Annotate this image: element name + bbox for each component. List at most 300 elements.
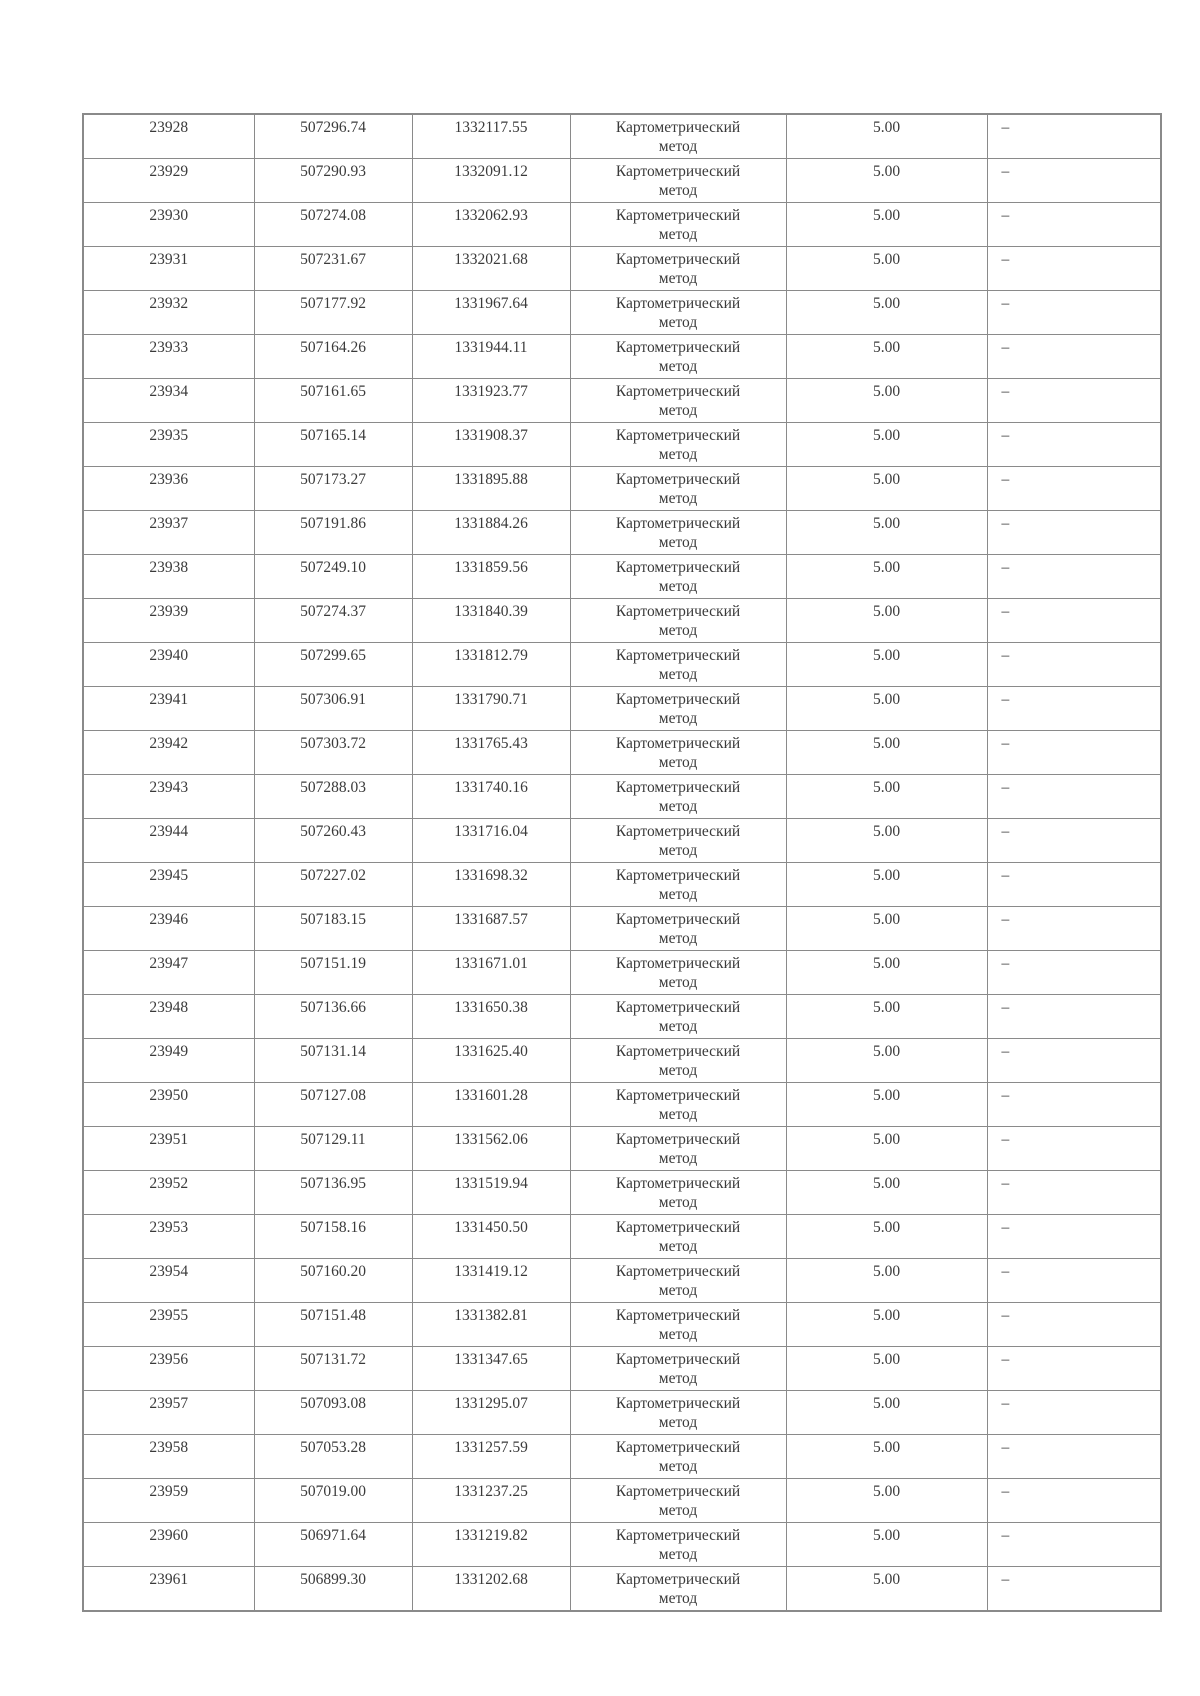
method-line1: Картометрический [615,1131,741,1148]
table-row [83,995,1161,1039]
method-cell [570,247,786,291]
method-line2: метод [658,1326,698,1343]
error-value-cell: 5.00 [786,731,987,775]
point-number-cell: 23941 [83,687,254,731]
dash-cell: – [987,1391,1161,1435]
point-number-cell: 23954 [83,1259,254,1303]
error-value-cell: 5.00 [786,291,987,335]
dash-cell: – [987,1523,1161,1567]
point-number-cell: 23957 [83,1391,254,1435]
table-row [83,819,1161,863]
method-line1: Картометрический [615,955,741,972]
method-line2: метод [658,1062,698,1079]
method-cell [570,114,786,159]
error-value-cell: 5.00 [786,467,987,511]
y-coordinate-cell: 1331601.28 [412,1083,570,1127]
method-line2: метод [658,1546,698,1563]
dash-cell: – [987,1567,1161,1612]
dash-cell: – [987,247,1161,291]
method-line2: метод [658,446,698,463]
method-line2: метод [658,622,698,639]
table-row [83,555,1161,599]
method-cell [570,643,786,687]
method-line2: метод [658,1414,698,1431]
method-line1: Картометрический [615,691,741,708]
error-value-cell: 5.00 [786,1127,987,1171]
dash-cell: – [987,907,1161,951]
x-coordinate-cell: 507129.11 [254,1127,412,1171]
dash-cell: – [987,819,1161,863]
method-line1: Картометрический [615,647,741,664]
x-coordinate-cell: 507183.15 [254,907,412,951]
point-number-cell: 23931 [83,247,254,291]
method-line1: Картометрический [615,911,741,928]
method-line1: Картометрический [615,295,741,312]
method-line2: метод [658,534,698,551]
method-cell [570,1083,786,1127]
y-coordinate-cell: 1331765.43 [412,731,570,775]
dash-cell: – [987,203,1161,247]
table-row [83,291,1161,335]
error-value-cell: 5.00 [786,1171,987,1215]
error-value-cell: 5.00 [786,114,987,159]
table-row [83,1127,1161,1171]
y-coordinate-cell: 1331625.40 [412,1039,570,1083]
table-row [83,1567,1161,1612]
error-value-cell: 5.00 [786,1391,987,1435]
point-number-cell: 23930 [83,203,254,247]
x-coordinate-cell: 507177.92 [254,291,412,335]
table-row [83,731,1161,775]
x-coordinate-cell: 507151.19 [254,951,412,995]
method-line2: метод [658,490,698,507]
method-line1: Картометрический [615,823,741,840]
method-line2: метод [658,578,698,595]
point-number-cell: 23960 [83,1523,254,1567]
dash-cell: – [987,1347,1161,1391]
point-number-cell: 23928 [83,114,254,159]
table-row [83,379,1161,423]
y-coordinate-cell: 1332117.55 [412,114,570,159]
table-row [83,423,1161,467]
x-coordinate-cell: 507160.20 [254,1259,412,1303]
error-value-cell: 5.00 [786,1567,987,1612]
error-value-cell: 5.00 [786,159,987,203]
method-line2: метод [658,270,698,287]
y-coordinate-cell: 1331650.38 [412,995,570,1039]
method-line1: Картометрический [615,999,741,1016]
dash-cell: – [987,599,1161,643]
method-line1: Картометрический [615,251,741,268]
error-value-cell: 5.00 [786,1215,987,1259]
x-coordinate-cell: 507131.72 [254,1347,412,1391]
y-coordinate-cell: 1331202.68 [412,1567,570,1612]
dash-cell: – [987,467,1161,511]
method-line1: Картометрический [615,383,741,400]
error-value-cell: 5.00 [786,1523,987,1567]
method-line2: метод [658,358,698,375]
error-value-cell: 5.00 [786,423,987,467]
method-line2: метод [658,182,698,199]
y-coordinate-cell: 1331237.25 [412,1479,570,1523]
method-line2: метод [658,1106,698,1123]
table-row [83,951,1161,995]
method-cell [570,423,786,467]
method-cell [570,159,786,203]
table-row [83,467,1161,511]
table-row [83,907,1161,951]
point-number-cell: 23937 [83,511,254,555]
method-line1: Картометрический [615,1439,741,1456]
method-line2: метод [658,1282,698,1299]
point-number-cell: 23946 [83,907,254,951]
y-coordinate-cell: 1331944.11 [412,335,570,379]
method-cell [570,599,786,643]
dash-cell: – [987,1259,1161,1303]
y-coordinate-cell: 1332062.93 [412,203,570,247]
x-coordinate-cell: 507136.95 [254,1171,412,1215]
method-cell [570,1303,786,1347]
error-value-cell: 5.00 [786,995,987,1039]
y-coordinate-cell: 1332091.12 [412,159,570,203]
method-line2: метод [658,1458,698,1475]
table-row [83,203,1161,247]
dash-cell: – [987,1435,1161,1479]
table-row [83,775,1161,819]
y-coordinate-cell: 1331698.32 [412,863,570,907]
table-row [83,599,1161,643]
y-coordinate-cell: 1331740.16 [412,775,570,819]
method-cell [570,863,786,907]
y-coordinate-cell: 1331923.77 [412,379,570,423]
error-value-cell: 5.00 [786,335,987,379]
method-line2: метод [658,666,698,683]
y-coordinate-cell: 1331382.81 [412,1303,570,1347]
method-line1: Картометрический [615,1351,741,1368]
x-coordinate-cell: 507019.00 [254,1479,412,1523]
method-line2: метод [658,886,698,903]
method-cell [570,1479,786,1523]
y-coordinate-cell: 1331716.04 [412,819,570,863]
point-number-cell: 23939 [83,599,254,643]
method-cell [570,731,786,775]
error-value-cell: 5.00 [786,203,987,247]
dash-cell: – [987,379,1161,423]
dash-cell: – [987,555,1161,599]
table-row [83,335,1161,379]
error-value-cell: 5.00 [786,1303,987,1347]
error-value-cell: 5.00 [786,555,987,599]
method-cell [570,555,786,599]
y-coordinate-cell: 1331257.59 [412,1435,570,1479]
error-value-cell: 5.00 [786,643,987,687]
method-cell [570,1391,786,1435]
method-cell [570,1523,786,1567]
dash-cell: – [987,511,1161,555]
point-number-cell: 23961 [83,1567,254,1612]
table-row [83,863,1161,907]
error-value-cell: 5.00 [786,907,987,951]
x-coordinate-cell: 506971.64 [254,1523,412,1567]
y-coordinate-cell: 1331562.06 [412,1127,570,1171]
table-row [83,247,1161,291]
error-value-cell: 5.00 [786,1039,987,1083]
y-coordinate-cell: 1331347.65 [412,1347,570,1391]
table-row [83,1303,1161,1347]
method-line2: метод [658,930,698,947]
table-row [83,159,1161,203]
method-line1: Картометрический [615,735,741,752]
dash-cell: – [987,1127,1161,1171]
table-row [83,1523,1161,1567]
error-value-cell: 5.00 [786,1347,987,1391]
point-number-cell: 23945 [83,863,254,907]
method-cell [570,907,786,951]
method-line1: Картометрический [615,515,741,532]
x-coordinate-cell: 507173.27 [254,467,412,511]
method-line1: Картометрический [615,1175,741,1192]
method-line2: метод [658,1502,698,1519]
method-cell [570,335,786,379]
point-number-cell: 23940 [83,643,254,687]
y-coordinate-cell: 1331812.79 [412,643,570,687]
x-coordinate-cell: 507260.43 [254,819,412,863]
dash-cell: – [987,423,1161,467]
x-coordinate-cell: 507274.08 [254,203,412,247]
point-number-cell: 23943 [83,775,254,819]
table-row [83,1347,1161,1391]
method-cell [570,995,786,1039]
method-cell [570,951,786,995]
y-coordinate-cell: 1331840.39 [412,599,570,643]
table-row [83,1083,1161,1127]
x-coordinate-cell: 507290.93 [254,159,412,203]
dash-cell: – [987,951,1161,995]
dash-cell: – [987,643,1161,687]
error-value-cell: 5.00 [786,599,987,643]
x-coordinate-cell: 507249.10 [254,555,412,599]
point-number-cell: 23932 [83,291,254,335]
point-number-cell: 23956 [83,1347,254,1391]
point-number-cell: 23936 [83,467,254,511]
table-row [83,1259,1161,1303]
y-coordinate-cell: 1331790.71 [412,687,570,731]
method-cell [570,203,786,247]
method-cell [570,819,786,863]
y-coordinate-cell: 1331419.12 [412,1259,570,1303]
x-coordinate-cell: 507151.48 [254,1303,412,1347]
x-coordinate-cell: 507053.28 [254,1435,412,1479]
dash-cell: – [987,291,1161,335]
dash-cell: – [987,1303,1161,1347]
point-number-cell: 23944 [83,819,254,863]
table-row [83,1435,1161,1479]
x-coordinate-cell: 507303.72 [254,731,412,775]
method-cell [570,1215,786,1259]
method-line1: Картометрический [615,867,741,884]
point-number-cell: 23953 [83,1215,254,1259]
method-cell [570,1567,786,1612]
point-number-cell: 23951 [83,1127,254,1171]
error-value-cell: 5.00 [786,687,987,731]
coordinates-table [82,113,1162,1612]
method-line1: Картометрический [615,339,741,356]
point-number-cell: 23933 [83,335,254,379]
x-coordinate-cell: 507131.14 [254,1039,412,1083]
y-coordinate-cell: 1331519.94 [412,1171,570,1215]
point-number-cell: 23942 [83,731,254,775]
y-coordinate-cell: 1331295.07 [412,1391,570,1435]
y-coordinate-cell: 1331687.57 [412,907,570,951]
x-coordinate-cell: 507299.65 [254,643,412,687]
dash-cell: – [987,731,1161,775]
method-line2: метод [658,798,698,815]
method-line1: Картометрический [615,1307,741,1324]
error-value-cell: 5.00 [786,1435,987,1479]
y-coordinate-cell: 1331967.64 [412,291,570,335]
dash-cell: – [987,1171,1161,1215]
method-line2: метод [658,842,698,859]
x-coordinate-cell: 507274.37 [254,599,412,643]
method-line2: метод [658,1150,698,1167]
table-row [83,1391,1161,1435]
method-cell [570,775,786,819]
method-line2: метод [658,1238,698,1255]
method-line2: метод [658,754,698,771]
y-coordinate-cell: 1331671.01 [412,951,570,995]
point-number-cell: 23950 [83,1083,254,1127]
method-line2: метод [658,1018,698,1035]
error-value-cell: 5.00 [786,1479,987,1523]
method-line1: Картометрический [615,603,741,620]
point-number-cell: 23952 [83,1171,254,1215]
dash-cell: – [987,687,1161,731]
method-cell [570,1347,786,1391]
y-coordinate-cell: 1332021.68 [412,247,570,291]
method-line2: метод [658,314,698,331]
method-line1: Картометрический [615,471,741,488]
dash-cell: – [987,1479,1161,1523]
error-value-cell: 5.00 [786,379,987,423]
dash-cell: – [987,114,1161,159]
x-coordinate-cell: 507191.86 [254,511,412,555]
table-row [83,1039,1161,1083]
method-cell [570,1039,786,1083]
method-line1: Картометрический [615,779,741,796]
y-coordinate-cell: 1331450.50 [412,1215,570,1259]
point-number-cell: 23947 [83,951,254,995]
dash-cell: – [987,1083,1161,1127]
y-coordinate-cell: 1331219.82 [412,1523,570,1567]
method-line1: Картометрический [615,1571,741,1588]
dash-cell: – [987,775,1161,819]
dash-cell: – [987,1039,1161,1083]
method-cell [570,291,786,335]
method-line1: Картометрический [615,1219,741,1236]
point-number-cell: 23949 [83,1039,254,1083]
table-row [83,643,1161,687]
y-coordinate-cell: 1331859.56 [412,555,570,599]
point-number-cell: 23929 [83,159,254,203]
method-cell [570,1127,786,1171]
x-coordinate-cell: 506899.30 [254,1567,412,1612]
point-number-cell: 23948 [83,995,254,1039]
method-line2: метод [658,710,698,727]
error-value-cell: 5.00 [786,247,987,291]
method-line1: Картометрический [615,1483,741,1500]
error-value-cell: 5.00 [786,775,987,819]
method-cell [570,687,786,731]
method-line2: метод [658,974,698,991]
method-line1: Картометрический [615,207,741,224]
method-line2: метод [658,226,698,243]
method-line1: Картометрический [615,1043,741,1060]
table-row [83,1171,1161,1215]
error-value-cell: 5.00 [786,511,987,555]
error-value-cell: 5.00 [786,1259,987,1303]
table-row [83,511,1161,555]
method-cell [570,511,786,555]
method-line2: метод [658,138,698,155]
table-row [83,114,1161,159]
method-line2: метод [658,1590,698,1607]
method-cell [570,1259,786,1303]
method-line1: Картометрический [615,1263,741,1280]
x-coordinate-cell: 507288.03 [254,775,412,819]
error-value-cell: 5.00 [786,951,987,995]
x-coordinate-cell: 507158.16 [254,1215,412,1259]
point-number-cell: 23938 [83,555,254,599]
error-value-cell: 5.00 [786,863,987,907]
dash-cell: – [987,1215,1161,1259]
method-cell [570,467,786,511]
point-number-cell: 23934 [83,379,254,423]
method-line2: метод [658,1370,698,1387]
table-row [83,687,1161,731]
method-line1: Картометрический [615,119,741,136]
point-number-cell: 23959 [83,1479,254,1523]
method-cell [570,1171,786,1215]
point-number-cell: 23955 [83,1303,254,1347]
x-coordinate-cell: 507164.26 [254,335,412,379]
point-number-cell: 23935 [83,423,254,467]
method-line1: Картометрический [615,1395,741,1412]
dash-cell: – [987,995,1161,1039]
table-row [83,1215,1161,1259]
coordinates-table-body [83,114,1161,1611]
y-coordinate-cell: 1331895.88 [412,467,570,511]
dash-cell: – [987,863,1161,907]
x-coordinate-cell: 507165.14 [254,423,412,467]
x-coordinate-cell: 507127.08 [254,1083,412,1127]
y-coordinate-cell: 1331884.26 [412,511,570,555]
x-coordinate-cell: 507136.66 [254,995,412,1039]
x-coordinate-cell: 507231.67 [254,247,412,291]
y-coordinate-cell: 1331908.37 [412,423,570,467]
method-cell [570,379,786,423]
x-coordinate-cell: 507227.02 [254,863,412,907]
method-line2: метод [658,402,698,419]
method-line1: Картометрический [615,1087,741,1104]
method-line2: метод [658,1194,698,1211]
table-row [83,1479,1161,1523]
x-coordinate-cell: 507306.91 [254,687,412,731]
method-line1: Картометрический [615,559,741,576]
point-number-cell: 23958 [83,1435,254,1479]
error-value-cell: 5.00 [786,1083,987,1127]
method-line1: Картометрический [615,1527,741,1544]
x-coordinate-cell: 507296.74 [254,114,412,159]
